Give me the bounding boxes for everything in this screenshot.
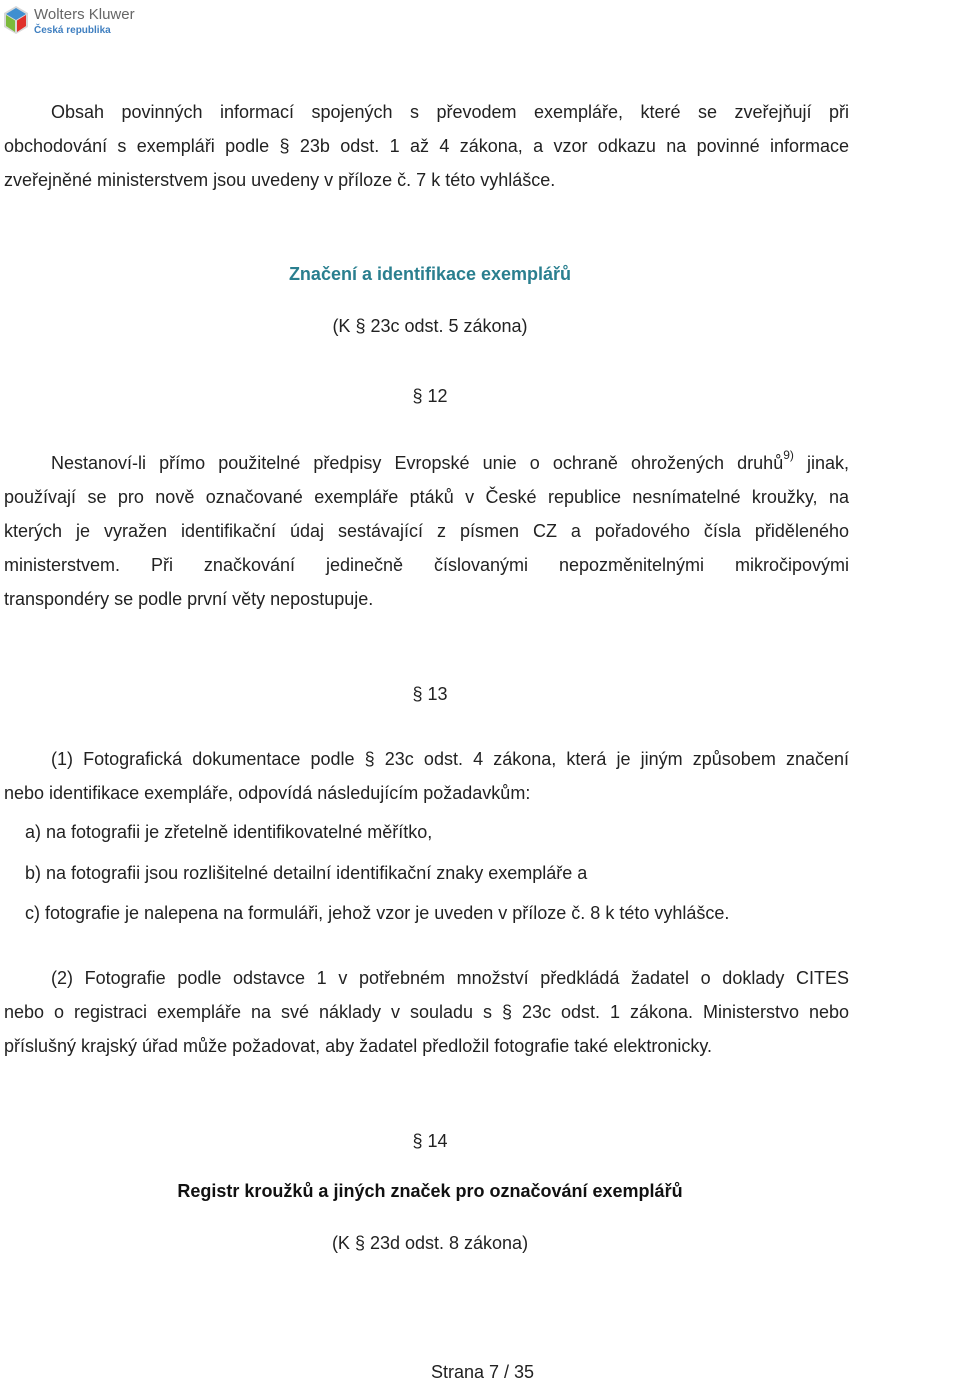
page-number: Strana 7 / 35 bbox=[430, 1362, 535, 1382]
text-line: Obsah povinných informací spojených s převodem exempláře, které se zveřejňují při bbox=[51, 102, 849, 122]
text-line: nebo identifikace exempláře, odpovídá následujícím požadavkům: bbox=[4, 783, 531, 803]
wolters-kluwer-logo-icon bbox=[4, 6, 28, 34]
text-line bbox=[4, 446, 849, 480]
publisher-logo bbox=[4, 4, 144, 36]
text-line: kterých je vyražen identifikační údaj sestávající z písmen CZ a pořadového čísla přiděleného bbox=[4, 521, 849, 541]
section-reference: (K § 23c odst. 5 zákona) bbox=[332, 316, 528, 336]
paragraph-14-title: Registr kroužků a jiných značek pro označování exemplářů bbox=[177, 1181, 683, 1201]
footnote-marker: 9) bbox=[783, 448, 794, 462]
text-segment: jinak, bbox=[793, 453, 849, 473]
text-line: (1) Fotografická dokumentace podle § 23c odst. 4 zákona, která je jiným způsobem značení bbox=[51, 749, 849, 769]
intro-paragraph bbox=[4, 95, 849, 197]
list-item-b: b) na fotografii jsou rozlišitelné detailní identifikační znaky exempláře a bbox=[25, 863, 588, 883]
text-line: používají se pro nově označované exempláře ptáků v České republice nesnímatelné kroužky, na bbox=[4, 487, 849, 507]
paragraph-14-reference: (K § 23d odst. 8 zákona) bbox=[331, 1233, 529, 1253]
text-line: (2) Fotografie podle odstavce 1 v potřebném množství předkládá žadatel o doklady CITES bbox=[51, 968, 849, 988]
paragraph-13-subsection-1 bbox=[4, 742, 849, 810]
logo-brand-text: Wolters Kluwer bbox=[34, 6, 135, 23]
text-line: ministerstvem. Při značkování jedinečně číslovanými nepozměnitelnými mikročipovými bbox=[4, 555, 849, 575]
paragraph-number-13: § 13 bbox=[412, 684, 448, 704]
text-line: zveřejněné ministerstvem jsou uvedeny v příloze č. 7 k této vyhlášce. bbox=[4, 170, 556, 190]
text-line: obchodování s exempláři podle § 23b odst. 1 až 4 zákona, a vzor odkazu na povinné informace bbox=[4, 136, 849, 156]
list-item-a: a) na fotografii je zřetelně identifikovatelné měřítko, bbox=[25, 822, 433, 842]
section-title: Značení a identifikace exemplářů bbox=[288, 264, 572, 284]
text-segment: Nestanoví-li přímo použitelné předpisy Evropské unie o ochraně ohrožených druhů bbox=[51, 453, 784, 473]
text-line: nebo o registraci exempláře na své náklady v souladu s § 23c odst. 1 zákona. Ministerstvo nebo bbox=[4, 1002, 849, 1022]
paragraph-13-subsection-2 bbox=[4, 961, 849, 1063]
paragraph-12-body bbox=[4, 446, 849, 616]
text-line: příslušný krajský úřad může požadovat, aby žadatel předložil fotografie také elektronicky. bbox=[4, 1036, 713, 1056]
paragraph-number-12: § 12 bbox=[412, 386, 448, 406]
logo-subbrand-text: Česká republika bbox=[34, 25, 111, 36]
paragraph-number-14: § 14 bbox=[412, 1131, 448, 1151]
list-item-c: c) fotografie je nalepena na formuláři, jehož vzor je uveden v příloze č. 8 k této vyhlášce. bbox=[25, 903, 730, 923]
text-line: transpondéry se podle první věty nepostupuje. bbox=[4, 589, 374, 609]
